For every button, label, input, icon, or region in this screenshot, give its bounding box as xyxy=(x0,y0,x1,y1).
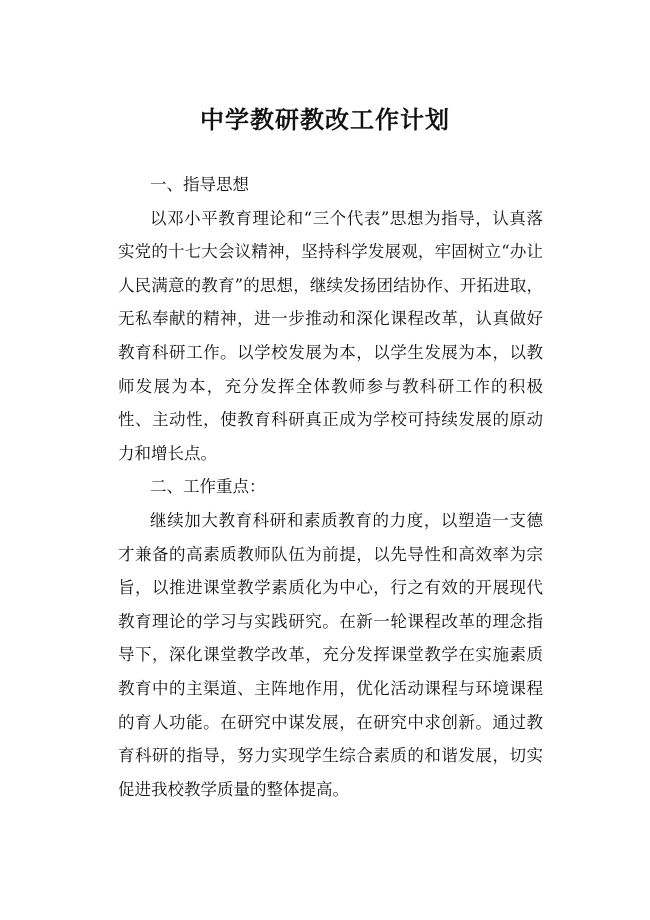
section-heading-work-focus: 二、工作重点： xyxy=(150,477,266,497)
document-body xyxy=(118,168,543,806)
document-title: 中学教研教改工作计划 xyxy=(200,105,450,135)
section-paragraph-work-focus: 继续加大教育科研和素质教育的力度，以塑造一支德才兼备的高素质教师队伍为前提，以先导性和高效率为宗旨，以推进课堂教学素质化为中心，行之有效的开展现代教育理论的学习与实践研究。在新一轮课程改革的理念指导下，深化课堂教学改革，充分发挥课堂教学在实施素质教育中的主渠道、主阵地作用，优化活动课程与环境课程的育人功能。在研究中谋发展，在研究中求创新。通过教育科研的指导，努力实现学生综合素质的和谐发展，切实促进我校教学质量的整体提高。 xyxy=(118,510,543,799)
section-paragraph-guiding-ideology: 以邓小平教育理论和“三个代表”思想为指导，认真落实党的十七大会议精神，坚持科学发展观，牢固树立“办让人民满意的教育”的思想，继续发扬团结协作、开拓进取，无私奉献的精神，进一步推动和深化课程改革，认真做好教育科研工作。以学校发展为本，以学生发展为本，以教师发展为本，充分发挥全体教师参与教科研工作的积极性、主动性，使教育科研真正成为学校可持续发展的原动力和增长点。 xyxy=(118,208,543,463)
section-heading-guiding-ideology: 一、指导思想 xyxy=(150,175,249,194)
